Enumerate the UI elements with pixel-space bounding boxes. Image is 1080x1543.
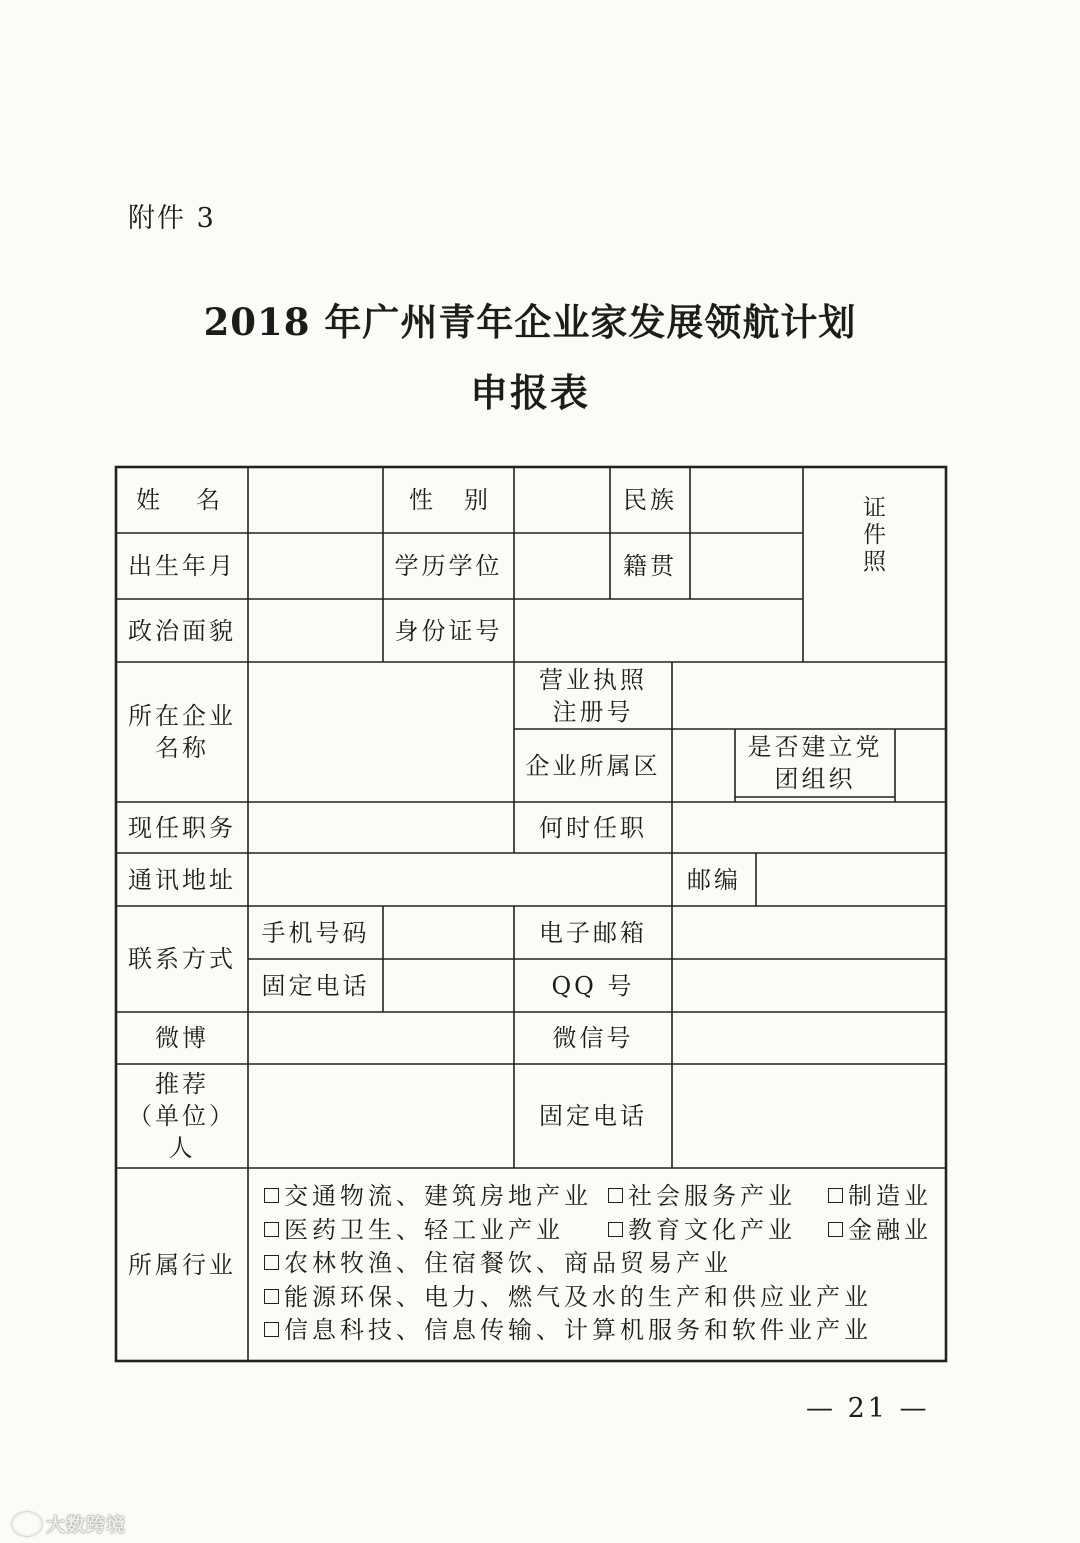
position-since-label: 何时任职 xyxy=(539,813,647,842)
watermark-logo-icon xyxy=(12,1512,42,1536)
checkbox-icon[interactable] xyxy=(828,1188,843,1203)
industry-option[interactable]: 社会服务产业 xyxy=(608,1180,796,1214)
postcode-label: 邮编 xyxy=(687,865,741,894)
gender-field[interactable] xyxy=(514,467,610,533)
birth-label: 出生年月 xyxy=(128,552,236,580)
industry-option[interactable]: 交通物流、建筑房地产业 xyxy=(264,1180,592,1214)
district-label: 企业所属区 xyxy=(525,751,661,780)
address-field[interactable] xyxy=(248,853,672,906)
checkbox-icon[interactable] xyxy=(264,1255,279,1270)
education-label: 学历学位 xyxy=(394,552,503,580)
id-photo-box[interactable]: 证 件 照 xyxy=(863,495,886,575)
attachment-label: 附件 3 xyxy=(128,203,216,234)
political-status-label: 政治面貌 xyxy=(128,616,236,645)
email-field[interactable] xyxy=(672,906,946,959)
industry-label: 所属行业 xyxy=(128,1250,236,1279)
gender-label: 性 别 xyxy=(409,486,488,514)
industry-options xyxy=(264,1180,944,1348)
referrer-phone-field[interactable] xyxy=(672,1064,946,1168)
checkbox-icon[interactable] xyxy=(608,1222,623,1237)
referrer-label: 推荐 （单位） 人 xyxy=(128,1070,236,1162)
landline-field[interactable] xyxy=(383,959,514,1012)
native-place-field[interactable] xyxy=(690,533,803,599)
industry-option[interactable]: 医药卫生、轻工业产业 xyxy=(264,1214,564,1248)
mobile-field[interactable] xyxy=(383,906,514,959)
political-status-field[interactable] xyxy=(248,599,383,662)
postcode-field[interactable] xyxy=(756,853,946,906)
id-number-field[interactable] xyxy=(514,599,803,662)
native-place-label: 籍贯 xyxy=(623,552,677,580)
page-number: — 21 — xyxy=(806,1393,930,1424)
business-license-label: 营业执照 注册号 xyxy=(539,665,647,726)
ethnicity-label: 民族 xyxy=(623,486,677,514)
qq-field[interactable] xyxy=(672,959,946,1012)
birth-field[interactable] xyxy=(248,533,383,599)
name-label: 姓 名 xyxy=(136,486,220,514)
form-subtitle: 申报表 xyxy=(469,370,590,415)
weibo-label: 微博 xyxy=(155,1024,209,1052)
education-field[interactable] xyxy=(514,533,610,599)
business-license-field[interactable] xyxy=(672,662,946,729)
industry-option[interactable]: 制造业 xyxy=(828,1180,932,1214)
checkbox-icon[interactable] xyxy=(264,1222,279,1237)
address-label: 通讯地址 xyxy=(128,865,236,894)
checkbox-icon[interactable] xyxy=(264,1289,279,1304)
email-label: 电子邮箱 xyxy=(539,918,647,947)
position-since-field[interactable] xyxy=(672,802,946,853)
party-org-label: 是否建立党 团组织 xyxy=(747,733,883,793)
position-field[interactable] xyxy=(248,802,514,853)
id-number-label: 身份证号 xyxy=(394,616,503,645)
party-org-field[interactable] xyxy=(895,729,946,802)
watermark xyxy=(12,1510,126,1537)
industry-option[interactable]: 教育文化产业 xyxy=(608,1214,796,1248)
industry-option[interactable]: 金融业 xyxy=(828,1214,932,1248)
watermark-text: 大数跨境 xyxy=(46,1514,127,1536)
checkbox-icon[interactable] xyxy=(264,1322,279,1337)
company-name-field[interactable] xyxy=(248,662,514,802)
mobile-label: 手机号码 xyxy=(261,918,370,947)
contact-label: 联系方式 xyxy=(128,945,236,973)
wechat-field[interactable] xyxy=(672,1012,946,1064)
referrer-field[interactable] xyxy=(248,1064,514,1168)
referrer-phone-label: 固定电话 xyxy=(539,1102,647,1130)
checkbox-icon[interactable] xyxy=(608,1188,623,1203)
company-name-label: 所在企业 名称 xyxy=(128,702,236,762)
ethnicity-field[interactable] xyxy=(690,467,803,533)
position-label: 现任职务 xyxy=(128,813,236,842)
checkbox-icon[interactable] xyxy=(828,1222,843,1237)
industry-option[interactable]: 信息科技、信息传输、计算机服务和软件业产业 xyxy=(264,1314,872,1348)
form-title: 2018 年广州青年企业家发展领航计划 xyxy=(203,300,857,344)
industry-option[interactable]: 农林牧渔、住宿餐饮、商品贸易产业 xyxy=(264,1247,732,1281)
landline-label: 固定电话 xyxy=(261,971,370,1000)
wechat-label: 微信号 xyxy=(552,1024,634,1052)
checkbox-icon[interactable] xyxy=(264,1188,279,1203)
industry-option[interactable]: 能源环保、电力、燃气及水的生产和供应业产业 xyxy=(264,1281,872,1315)
weibo-field[interactable] xyxy=(248,1012,514,1064)
name-field[interactable] xyxy=(248,467,383,533)
qq-label: QQ 号 xyxy=(551,971,635,1000)
district-field[interactable] xyxy=(672,729,735,802)
